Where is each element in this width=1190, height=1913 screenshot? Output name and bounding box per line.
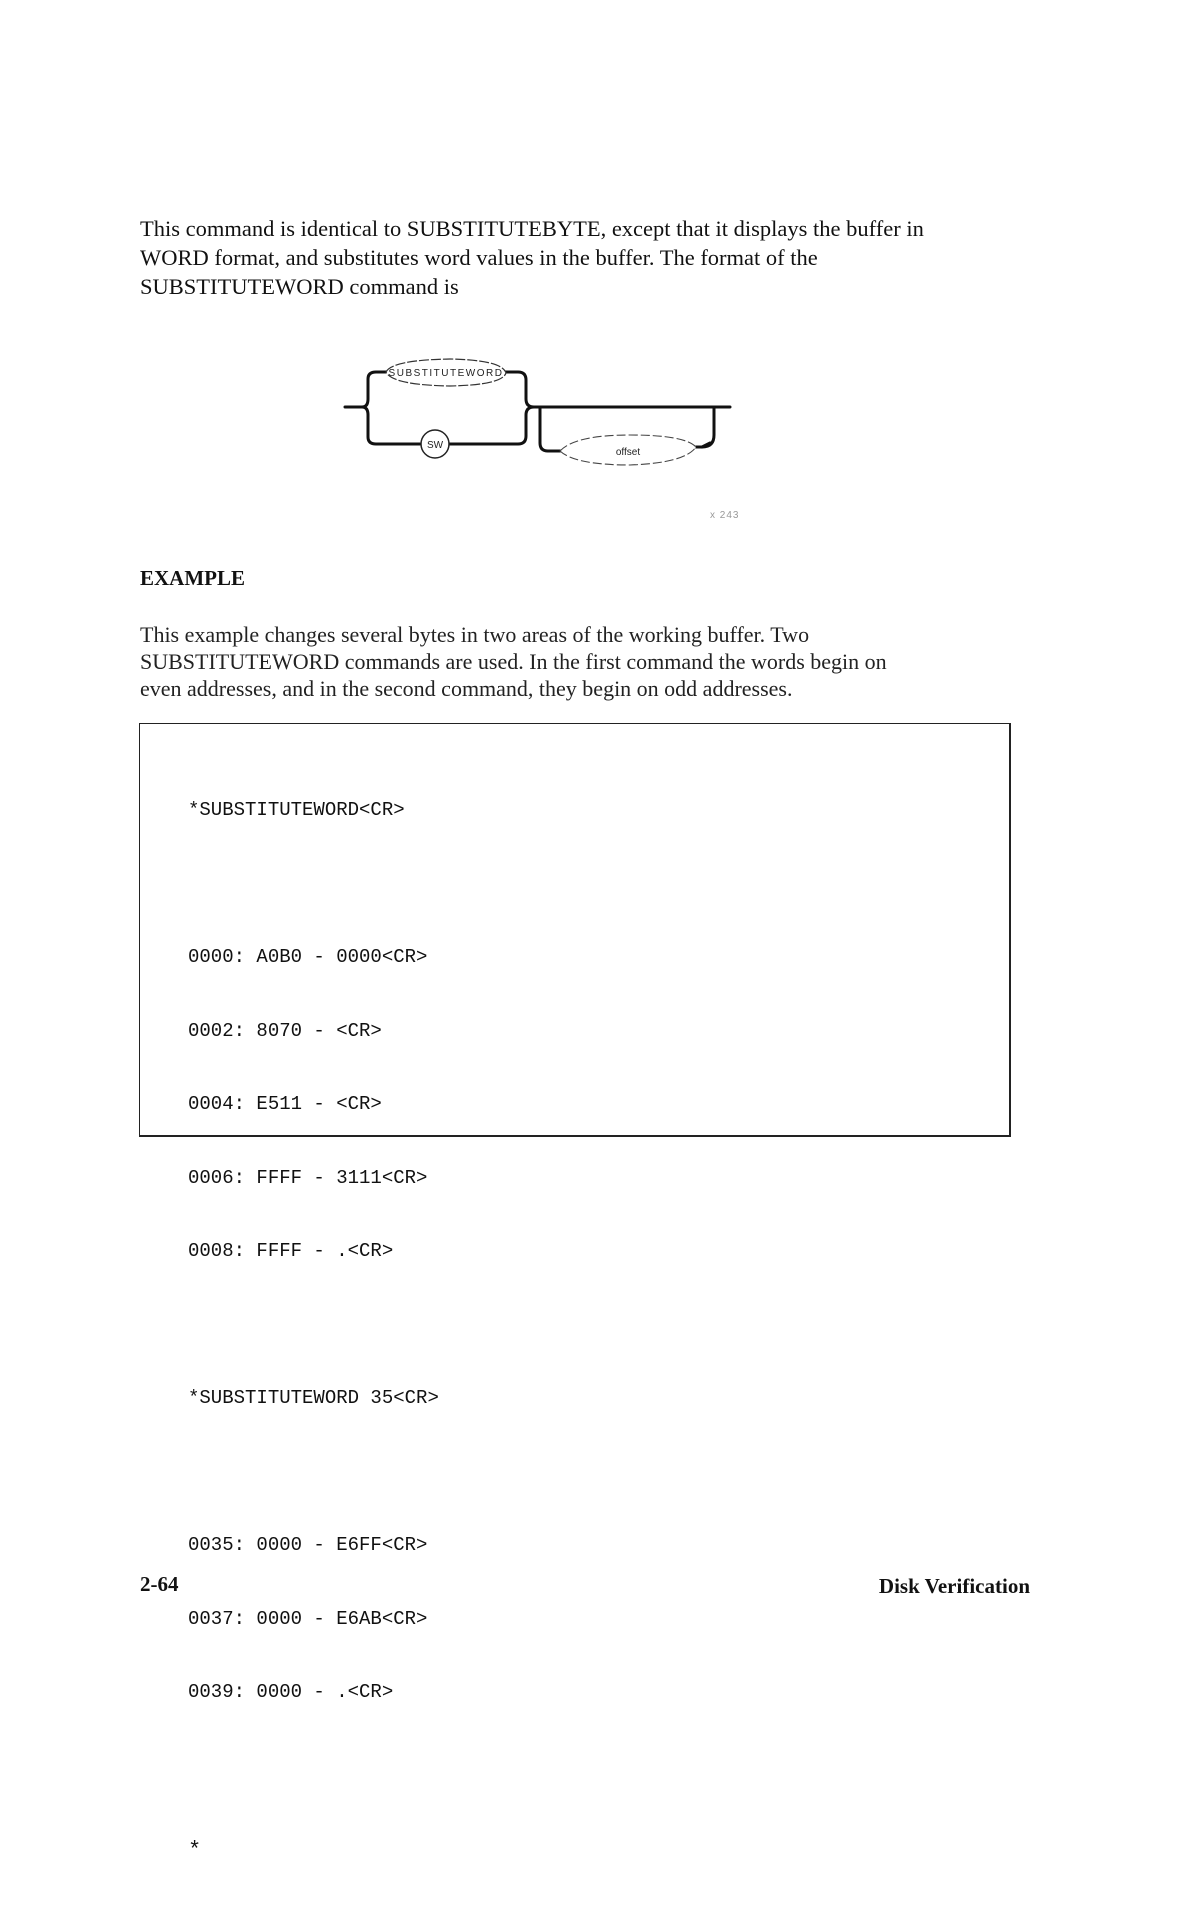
console-row: 0039: 0000 - .<CR> [188, 1681, 394, 1703]
console-row: 0035: 0000 - E6FF<CR> [188, 1534, 428, 1556]
offset-node [560, 435, 696, 465]
intro-line-3: SUBSTITUTEWORD command is [140, 274, 459, 299]
example-line-1: This example changes several bytes in two areas of the working buffer. Two [140, 622, 810, 647]
offset-label: offset [615, 447, 641, 458]
intro-paragraph [140, 214, 1020, 301]
keyword-label: SUBSTITUTEWORD [388, 368, 504, 379]
syntax-diagram [340, 355, 760, 485]
abbreviation-node [421, 430, 449, 458]
abbreviation-label: SW [426, 440, 444, 451]
example-heading: EXAMPLE [140, 566, 245, 590]
console-row: 0004: E511 - <CR> [188, 1093, 382, 1115]
page-number: 2-64 [140, 1572, 179, 1596]
section-title: Disk Verification [878, 1574, 1030, 1598]
figure-id: x 243 [710, 510, 740, 521]
example-paragraph [140, 621, 1020, 702]
console-command: *SUBSTITUTEWORD 35<CR> [188, 1387, 439, 1409]
example-line-2: SUBSTITUTEWORD commands are used. In the first command the words begin on [140, 649, 887, 674]
intro-line-2: WORD format, and substitutes word values in the buffer. The format of the [140, 245, 818, 270]
console-prompt: * [188, 1838, 202, 1863]
console-row: 0002: 8070 - <CR> [188, 1019, 382, 1042]
console-command: *SUBSTITUTEWORD<CR> [188, 799, 405, 821]
console-output [188, 749, 439, 1913]
intro-line-1: This command is identical to SUBSTITUTEBYTE, except that it displays the buffer in [140, 216, 924, 241]
console-row: 0037: 0000 - E6AB<CR> [188, 1607, 428, 1630]
left-brace [345, 372, 386, 407]
example-line-3: even addresses, and in the second command, they begin on odd addresses. [140, 676, 793, 701]
console-row: 0000: A0B0 - 0000<CR> [188, 946, 428, 968]
keyword-node [386, 359, 506, 386]
console-row: 0006: FFFF - 3111<CR> [188, 1166, 428, 1189]
console-row: 0008: FFFF - .<CR> [188, 1240, 394, 1262]
